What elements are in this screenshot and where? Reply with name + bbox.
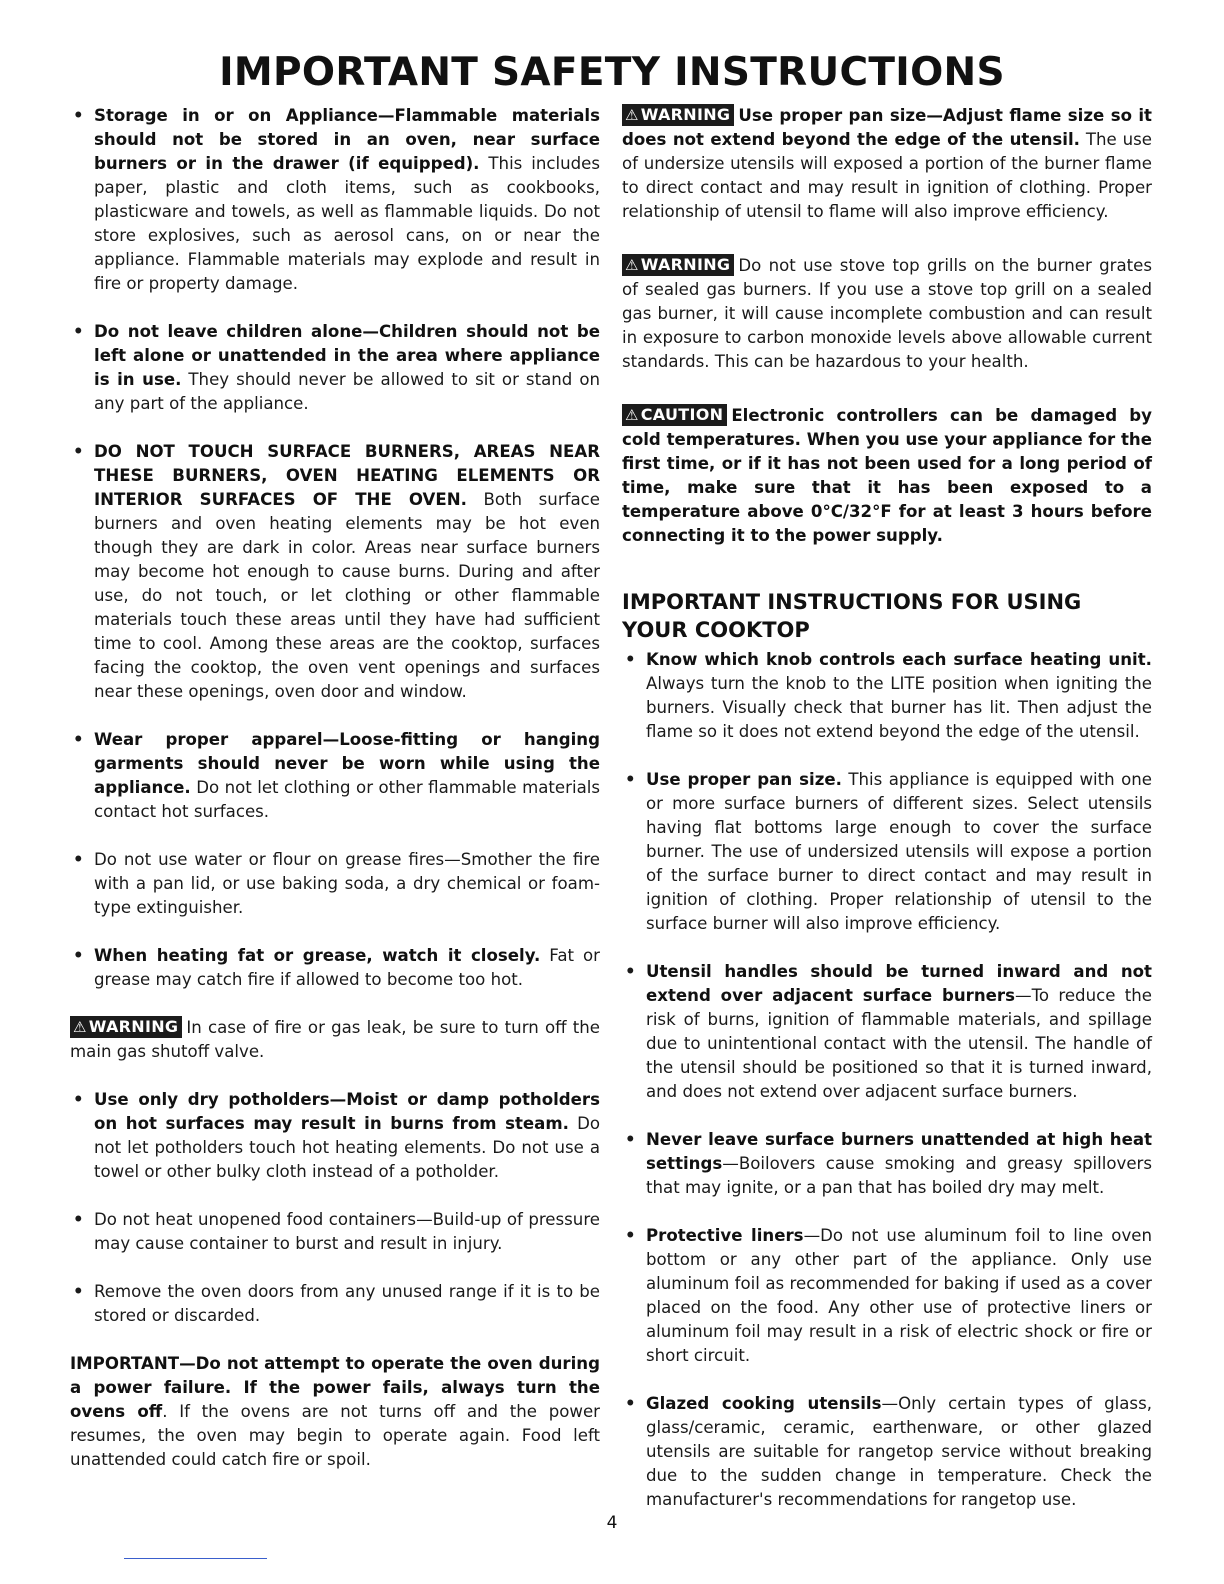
item-text: They should never be allowed to sit or stand on any part of the appliance. — [94, 370, 600, 413]
item-text: —Do not use aluminum foil to line oven bottom or any other part of the appliance. Only use aluminum foil as recommended for baking if used as a cover placed on the food. Any other use of protective liners or aluminum foil may result in a risk of electric shock or fire or short circuit. — [646, 1226, 1153, 1365]
bullet: • — [73, 850, 84, 869]
list-item — [70, 848, 600, 920]
item-text: Do not use water or flour on grease fires—Smother the fire with a pan lid, or use baking soda, a dry chemical or foam-type extinguisher. — [94, 850, 600, 917]
bullet: • — [73, 946, 84, 965]
page-number: 4 — [606, 1513, 618, 1533]
item-heading: Never leave surface burners unattended at high heat settings — [646, 1130, 1152, 1173]
item-heading: Do not leave children alone—Children should not be left alone or unattended in the area where appliance is in use. — [94, 322, 600, 389]
section-heading: IMPORTANT INSTRUCTIONS FOR USING YOUR COOKTOP — [622, 590, 1082, 642]
important-heading: IMPORTANT—Do not attempt to operate the oven during a power failure. If the power fails, always turn the ovens off — [70, 1354, 600, 1421]
item-heading: Storage in or on Appliance—Flammable materials should not be stored in an oven, near surface burners or in the drawer (if equipped). — [94, 106, 600, 173]
list-item — [622, 1224, 1152, 1368]
list-item — [70, 440, 600, 704]
bullet: • — [625, 1226, 636, 1245]
list-item — [70, 104, 600, 296]
list-item — [70, 1280, 600, 1328]
bullet: • — [73, 1282, 84, 1301]
item-text: Do not let potholders touch hot heating elements. Do not use a towel or other bulky cloth instead of a potholder. — [94, 1114, 600, 1181]
bullet: • — [625, 650, 636, 669]
warning-text: Do not use stove top grills on the burner grates of sealed gas burners. If you use a stove top grill on a sealed gas burner, it will cause incomplete combustion and can result in exposure to carbon monoxide levels above allowable current standards. This can be hazardous to your health. — [622, 256, 1152, 371]
list-item — [70, 320, 600, 416]
list-item — [622, 648, 1152, 744]
item-heading: DO NOT TOUCH SURFACE BURNERS, AREAS NEAR THESE BURNERS, OVEN HEATING ELEMENTS OR INTERIOR SURFACES OF THE OVEN. — [94, 442, 600, 509]
warning-heading: Use proper pan size—Adjust flame size so it does not extend beyond the edge of the utensil. — [622, 106, 1152, 149]
warning-triangle-icon: ⚠ — [625, 106, 639, 124]
item-heading: Wear proper apparel—Loose-fitting or hanging garments should never be worn while using the appliance. — [94, 730, 600, 797]
bullet: • — [73, 1210, 84, 1229]
bullet: • — [625, 770, 636, 789]
left-column — [70, 104, 600, 1496]
warning-badge — [622, 254, 734, 276]
right-column — [622, 104, 1152, 1536]
footer-divider — [124, 1558, 267, 1559]
item-text: Always turn the knob to the LITE position when igniting the burners. Visually check that burner has lit. Then adjust the flame so it does not extend beyond the edge of the utensil. — [646, 674, 1152, 741]
item-text: This appliance is equipped with one or more surface burners of different sizes. Select utensils having flat bottoms large enough to cover the surface burner. The use of undersized utensils will expose a portion of the surface burner to direct contact and may result in ignition of clothing. Proper relationship of utensil to the surface burner will also improve efficiency. — [646, 770, 1152, 933]
warning-label: WARNING — [640, 105, 731, 124]
bullet: • — [625, 1130, 636, 1149]
list-item — [622, 960, 1152, 1104]
important-notice — [70, 1352, 600, 1472]
item-text: Remove the oven doors from any unused range if it is to be stored or discarded. — [94, 1282, 600, 1325]
list-item — [70, 728, 600, 824]
warning-badge — [70, 1016, 182, 1038]
caution-text: Electronic controllers can be damaged by cold temperatures. When you use your appliance for the first time, or if it has not been used for a long period of time, make sure that it has been exposed to a temperature above 0°C/32°F for at least 3 hours before connecting it to the power supply. — [622, 406, 1152, 545]
list-item — [70, 944, 600, 992]
warning-text: The use of undersize utensils will exposed a portion of the burner flame to direct contact and may result in ignition of clothing. Proper relationship of utensil to flame will also improve efficiency. — [622, 130, 1152, 221]
warning-triangle-icon: ⚠ — [73, 1018, 87, 1036]
item-text: —Boilovers cause smoking and greasy spillovers that may ignite, or a pan that has boiled dry may melt. — [646, 1154, 1152, 1197]
bullet: • — [73, 442, 84, 461]
item-text: —To reduce the risk of burns, ignition of flammable materials, and spillage due to unintentional contact with the utensil. The handle of the utensil should be positioned so that it is turned inward, and does not extend over adjacent surface burners. — [646, 986, 1152, 1101]
bullet: • — [73, 322, 84, 341]
list-item — [70, 1208, 600, 1256]
warning-label: WARNING — [640, 255, 731, 274]
item-text: Fat or grease may catch fire if allowed to become too hot. — [94, 946, 600, 989]
warning-notice — [622, 254, 1152, 374]
item-heading: Utensil handles should be turned inward and not extend over adjacent surface burners — [646, 962, 1152, 1005]
bullet: • — [625, 962, 636, 981]
item-heading: Use proper pan size. — [646, 770, 842, 789]
warning-triangle-icon: ⚠ — [625, 256, 639, 274]
page-title: IMPORTANT SAFETY INSTRUCTIONS — [219, 50, 1005, 95]
item-heading: Use only dry potholders—Moist or damp potholders on hot surfaces may result in burns from steam. — [94, 1090, 600, 1133]
bullet: • — [73, 730, 84, 749]
warning-text: In case of fire or gas leak, be sure to turn off the main gas shutoff valve. — [70, 1018, 600, 1061]
list-item — [622, 1128, 1152, 1200]
item-heading: Protective liners — [646, 1226, 804, 1245]
warning-notice — [622, 104, 1152, 224]
item-heading: When heating fat or grease, watch it closely. — [94, 946, 541, 965]
warning-label: WARNING — [88, 1017, 179, 1036]
item-text: Both surface burners and oven heating elements may be hot even though they are dark in color. Areas near surface burners may become hot enough to cause burns. During and after use, do not touch, or let clothing or other flammable materials touch these areas until they have had sufficient time to cool. Among these areas are the cooktop, surfaces facing the cooktop, the oven vent openings and surfaces near these openings, oven door and window. — [94, 490, 600, 701]
caution-label: CAUTION — [640, 405, 724, 424]
caution-badge — [622, 404, 727, 426]
important-text: . If the ovens are not turns off and the power resumes, the oven may begin to operate again. Food left unattended could catch fire or spoil. — [70, 1402, 601, 1469]
item-text: Do not heat unopened food containers—Build-up of pressure may cause container to burst and result in injury. — [94, 1210, 600, 1253]
warning-triangle-icon: ⚠ — [625, 406, 639, 424]
bullet: • — [625, 1394, 636, 1413]
list-item — [622, 768, 1152, 936]
item-text: —Only certain types of glass, glass/ceramic, ceramic, earthenware, or other glazed utensils are suitable for rangetop service without breaking due to the sudden change in temperature. Check the manufacturer's recommendations for rangetop use. — [646, 1394, 1152, 1509]
warning-notice — [70, 1016, 600, 1064]
bullet: • — [73, 106, 84, 125]
warning-badge — [622, 104, 734, 126]
item-text: Do not let clothing or other flammable materials contact hot surfaces. — [94, 778, 600, 821]
bullet: • — [73, 1090, 84, 1109]
caution-notice — [622, 404, 1152, 548]
list-item — [70, 1088, 600, 1184]
item-text: This includes paper, plastic and cloth items, such as cookbooks, plasticware and towels, as well as flammable liquids. Do not store explosives, such as aerosol cans, on or near the appliance. Flammable materials may explode and result in fire or property damage. — [94, 154, 600, 293]
list-item — [622, 1392, 1152, 1512]
item-heading: Know which knob controls each surface heating unit. — [646, 650, 1152, 669]
item-heading: Glazed cooking utensils — [646, 1394, 882, 1413]
